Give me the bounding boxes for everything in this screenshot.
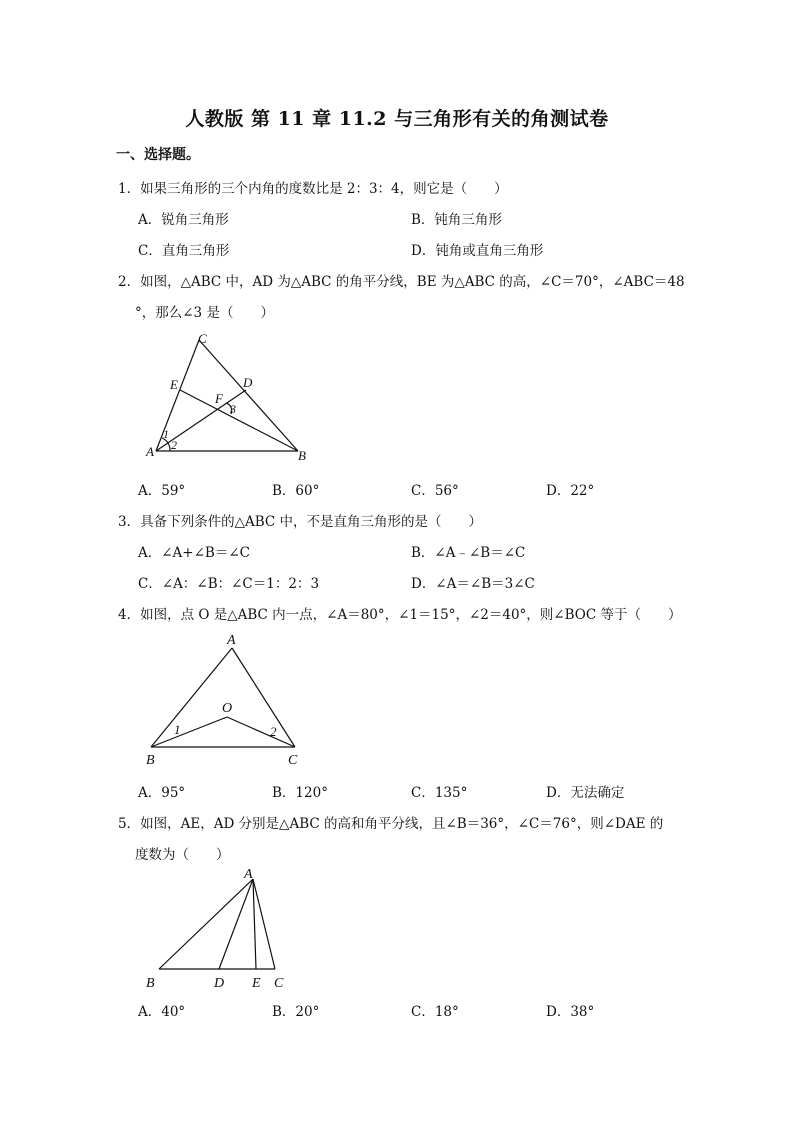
q4-side-ac	[232, 648, 295, 747]
q5-label-e: E	[252, 976, 261, 991]
q5-option-b[interactable]: B．20°	[272, 1004, 320, 1020]
q4-label-o: O	[222, 701, 233, 716]
q2-side-cb	[199, 340, 298, 451]
q2-angle-label-2: 2	[171, 438, 177, 452]
question-2-stem-cont: °，那么∠3 是（ ）	[135, 305, 274, 321]
q2-angle-arc-2	[168, 443, 170, 451]
q1-option-d[interactable]: D．钝角或直角三角形	[411, 243, 544, 259]
q4-option-c[interactable]: C．135°	[411, 785, 468, 801]
question-1-stem: 1．如果三角形的三个内角的度数比是 2：3：4，则它是（ ）	[118, 181, 508, 197]
q2-label-b: B	[298, 448, 306, 463]
q2-triangle-figure	[140, 328, 315, 464]
q4-label-a: A	[227, 633, 236, 648]
q5-label-b: B	[146, 976, 155, 991]
q4-angle-label-2: 2	[270, 724, 277, 739]
q5-bisector-ad	[219, 879, 253, 969]
q4-angle-label-1: 1	[174, 722, 181, 737]
q2-label-e: E	[170, 377, 178, 392]
question-5-stem: 5．如图，AE，AD 分别是△ABC 的高和角平分线，且∠B＝36°，∠C＝76°，则∠DAE 的	[118, 816, 664, 832]
question-5-stem-cont: 度数为（ ）	[135, 847, 230, 863]
question-3-stem: 3．具备下列条件的△ABC 中，不是直角三角形的是（ ）	[118, 514, 483, 530]
q2-bisector-ad	[156, 390, 246, 451]
q1-option-b[interactable]: B．钝角三角形	[411, 212, 502, 228]
q5-triangle-figure	[140, 864, 300, 994]
q3-option-c[interactable]: C．∠A：∠B：∠C＝1：2：3	[138, 576, 320, 592]
page-title: 人教版 第 11 章 11.2 与三角形有关的角测试卷	[185, 108, 609, 130]
q4-label-b: B	[146, 753, 155, 768]
q5-altitude-ae	[253, 879, 256, 969]
q4-triangle-figure	[140, 628, 315, 770]
q5-label-d: D	[214, 976, 225, 991]
q2-altitude-be	[180, 390, 298, 451]
q2-label-d: D	[243, 375, 253, 390]
q4-label-c: C	[288, 753, 298, 768]
q5-side-ab	[159, 879, 253, 969]
q2-angle-label-1: 1	[163, 427, 169, 441]
q5-label-c: C	[274, 976, 284, 991]
q2-angle-label-3: 3	[230, 402, 236, 416]
question-4-stem: 4．如图，点 O 是△ABC 内一点，∠A＝80°，∠1＝15°，∠2＝40°，则∠BOC 等于（ ）	[118, 607, 682, 623]
q3-option-a[interactable]: A．∠A+∠B＝∠C	[138, 545, 250, 561]
q2-label-c: C	[198, 331, 207, 346]
q5-side-ac	[253, 879, 275, 969]
q2-option-b[interactable]: B．60°	[272, 483, 320, 499]
q3-option-b[interactable]: B．∠A﹣∠B＝∠C	[411, 545, 526, 561]
q4-option-a[interactable]: A．95°	[138, 785, 186, 801]
q3-option-d[interactable]: D．∠A＝∠B＝3∠C	[411, 576, 535, 592]
section-heading: 一、选择题。	[116, 147, 200, 163]
q2-option-d[interactable]: D．22°	[546, 483, 595, 499]
q2-option-a[interactable]: A．59°	[138, 483, 186, 499]
q5-label-a: A	[244, 867, 253, 882]
q5-option-c[interactable]: C．18°	[411, 1004, 459, 1020]
q4-option-b[interactable]: B．120°	[272, 785, 328, 801]
q4-segment-bo	[151, 717, 227, 747]
q2-label-f: F	[215, 391, 223, 406]
q2-option-c[interactable]: C．56°	[411, 483, 459, 499]
q5-option-d[interactable]: D．38°	[546, 1004, 595, 1020]
q4-side-ab	[151, 648, 232, 747]
q1-option-a[interactable]: A．锐角三角形	[138, 212, 229, 228]
q4-option-d[interactable]: D．无法确定	[546, 785, 625, 801]
question-2-stem: 2．如图，△ABC 中，AD 为△ABC 的角平分线，BE 为△ABC 的高，∠C＝70°，∠ABC＝48	[118, 274, 685, 290]
q5-option-a[interactable]: A．40°	[138, 1004, 186, 1020]
q2-label-a: A	[146, 444, 154, 459]
q1-option-c[interactable]: C．直角三角形	[138, 243, 230, 259]
